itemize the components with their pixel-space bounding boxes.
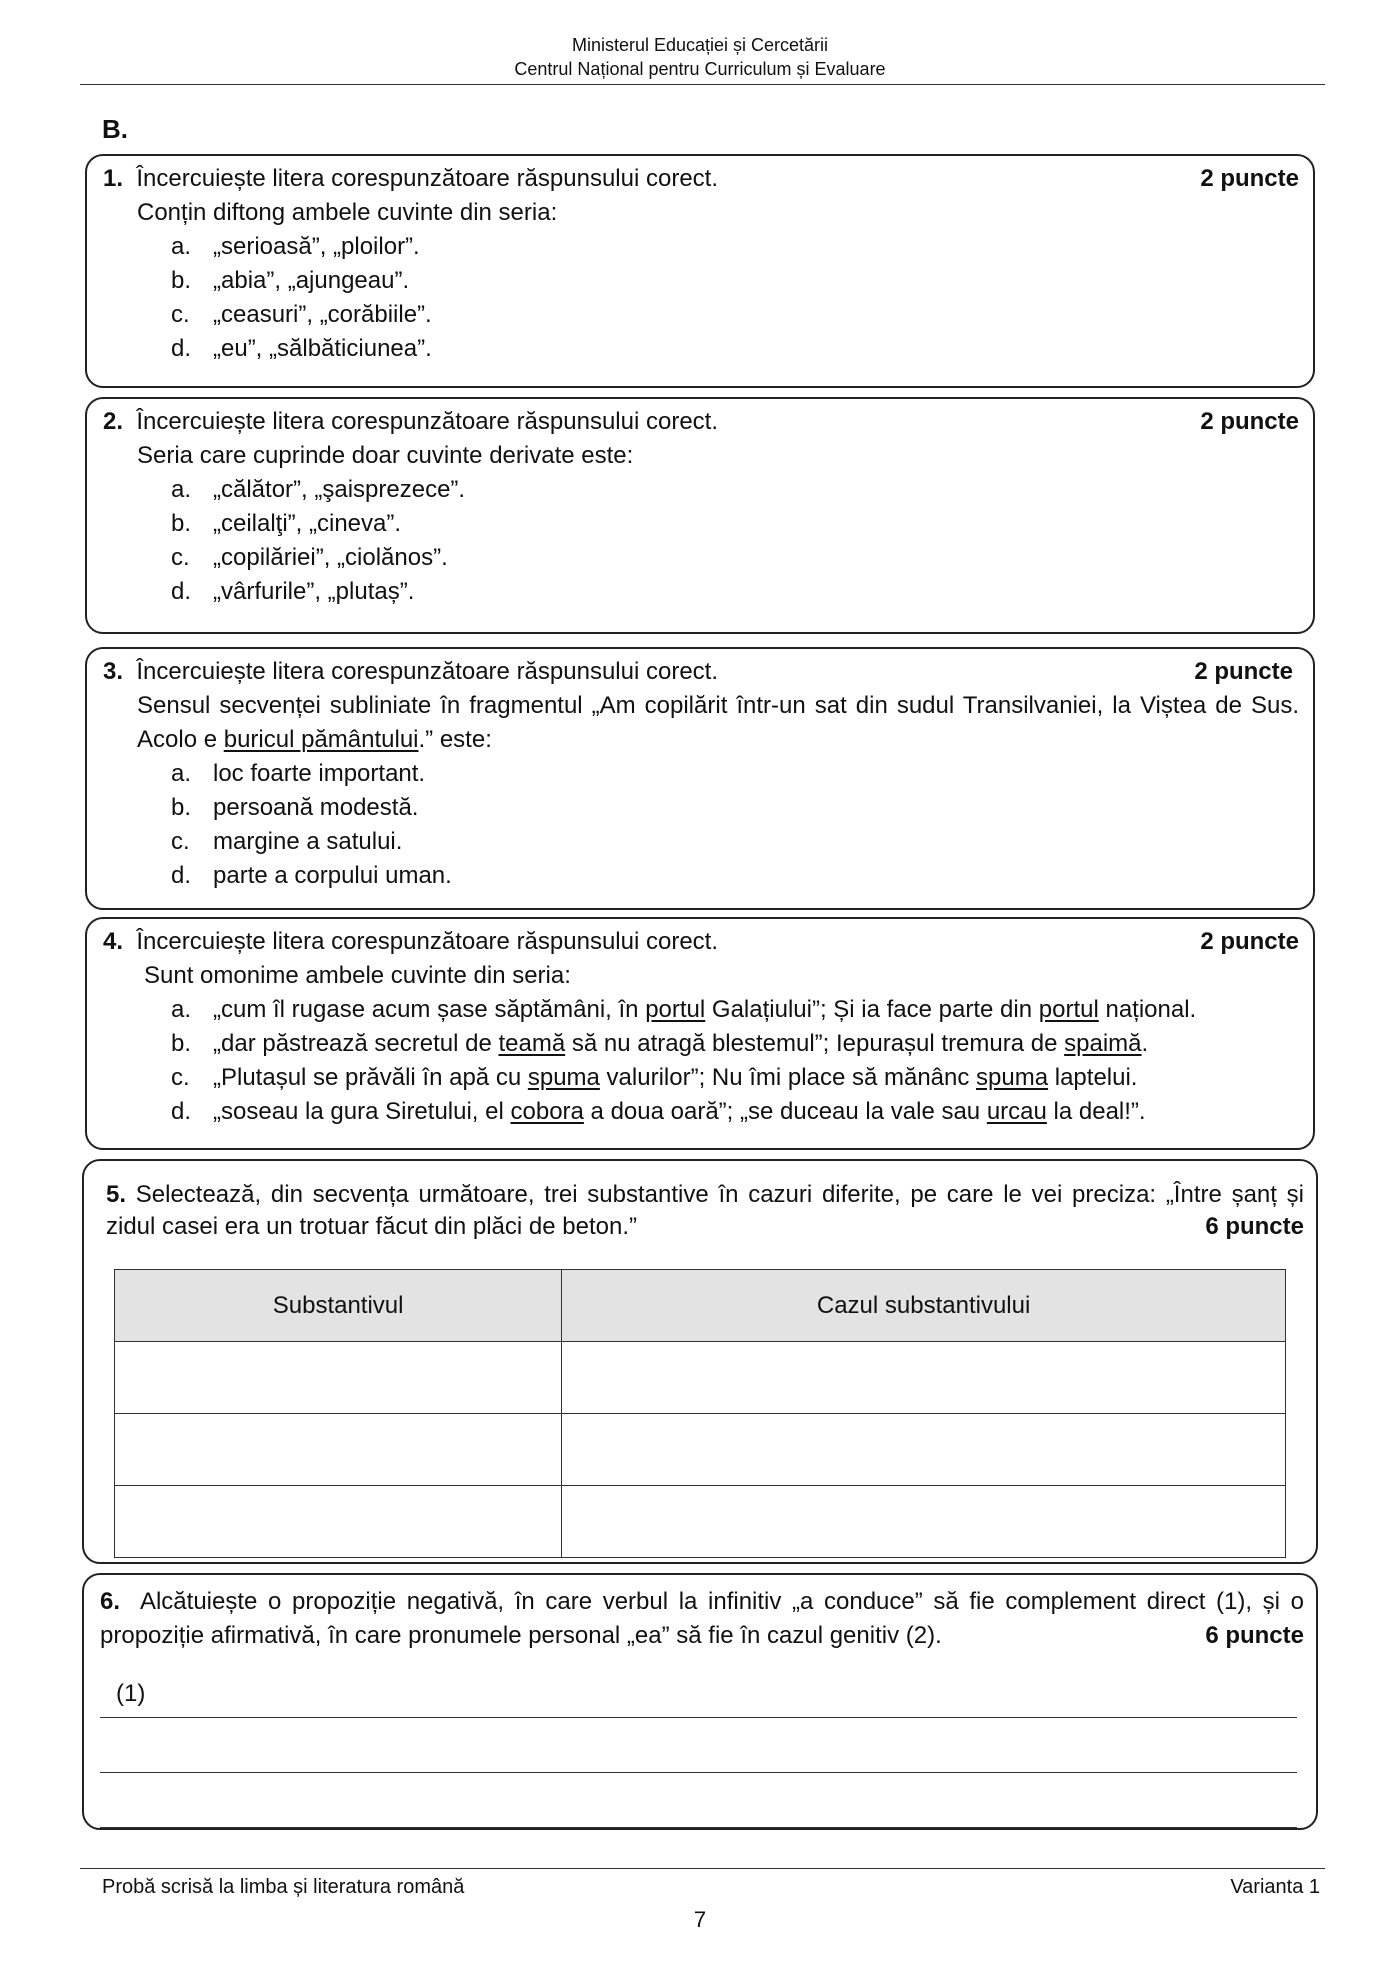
question-instruction: Încercuiește litera corespunzătoare răspunsului corect.	[136, 408, 718, 435]
question-4-box	[85, 917, 1315, 1150]
table-row	[115, 1486, 1286, 1558]
case-answer-cell[interactable]	[562, 1414, 1286, 1486]
option-b[interactable]: b. „ceilalţi”, „cineva”.	[171, 510, 402, 537]
option-c[interactable]: c. „Plutașul se prăvăli în apă cu spuma valurilor”; Nu îmi place să mănânc spuma laptelui.	[171, 1064, 1138, 1091]
question-points: 6 puncte	[1205, 1213, 1304, 1240]
question-1-stem: Conțin diftong ambele cuvinte din seria:	[137, 199, 558, 226]
answer-line-label: (1)	[116, 1680, 146, 1707]
noun-answer-cell[interactable]	[115, 1342, 562, 1414]
option-b[interactable]: b. persoană modestă.	[171, 794, 419, 821]
answer-line[interactable]	[100, 1827, 1297, 1828]
option-a[interactable]: a. loc foarte important.	[171, 760, 426, 787]
underlined-sequence: buricul pământului	[223, 726, 419, 753]
question-points: 6 puncte	[1205, 1622, 1304, 1649]
option-b[interactable]: b. „abia”, „ajungeau”.	[171, 267, 410, 294]
ministry-name: Ministerul Educației și Cercetării	[571, 35, 829, 55]
question-5-text: 5. Selectează, din secvența următoare, trei substantive în cazuri diferite, pe care le vei preciza: „Între șanț și zidul casei era un trotuar făcut din plăci de beton.”	[106, 1181, 1304, 1240]
column-header-noun: Substantivul	[115, 1270, 562, 1342]
option-a[interactable]: a. „serioasă”, „ploilor”.	[171, 233, 420, 260]
column-header-case: Cazul substantivului	[562, 1270, 1286, 1342]
question-1-box	[85, 154, 1315, 388]
option-c[interactable]: c. „ceasuri”, „corăbiile”.	[171, 301, 432, 328]
option-c[interactable]: c. „copilăriei”, „ciolănos”.	[171, 544, 448, 571]
option-d[interactable]: d. „vârfurile”, „plutaș”.	[171, 578, 415, 605]
center-name: Centrul Național pentru Curriculum și Evaluare	[514, 59, 886, 79]
option-a[interactable]: a. „călător”, „şaisprezece”.	[171, 476, 466, 503]
option-c[interactable]: c. margine a satului.	[171, 828, 403, 855]
question-5-box	[82, 1159, 1318, 1564]
question-points: 2 puncte	[1200, 408, 1299, 435]
question-instruction: Încercuiește litera corespunzătoare răspunsului corect.	[136, 928, 718, 955]
question-6-text: 6. Alcătuiește o propoziție negativă, în care verbul la infinitiv „a conduce” să fie complement direct (1), și o propoziție afirmativă, în care pronumele personal „ea” să fie în cazul genitiv (2).	[100, 1588, 1304, 1649]
table-row	[115, 1414, 1286, 1486]
table-header-row	[115, 1270, 1286, 1342]
question-3-header	[103, 655, 1293, 689]
question-6-box	[82, 1573, 1318, 1830]
question-points: 2 puncte	[1200, 165, 1299, 192]
header-divider	[80, 84, 1325, 85]
question-2-stem: Seria care cuprinde doar cuvinte derivate este:	[137, 442, 634, 469]
question-2-header	[103, 405, 1299, 439]
section-label: B.	[102, 114, 128, 144]
question-points: 2 puncte	[1200, 928, 1299, 955]
question-number: 4.	[103, 928, 124, 955]
option-d[interactable]: d. „soseau la gura Siretului, el cobora a doua oară”; „se duceau la vale sau urcau la deal!”.	[171, 1098, 1146, 1125]
document-header	[0, 33, 1400, 81]
option-d[interactable]: d. „eu”, „sălbăticiunea”.	[171, 335, 432, 362]
option-d[interactable]: d. parte a corpului uman.	[171, 862, 452, 889]
question-number: 1.	[103, 165, 124, 192]
option-a[interactable]: a. „cum îl rugase acum șase săptămâni, în portul Galațiului”; Și ia face parte din portul național.	[171, 996, 1197, 1023]
question-number: 2.	[103, 408, 124, 435]
answer-line[interactable]	[100, 1717, 1297, 1718]
question-number: 3.	[103, 658, 124, 685]
question-number: 5.	[106, 1181, 127, 1208]
noun-answer-cell[interactable]	[115, 1486, 562, 1558]
question-4-header	[103, 925, 1299, 959]
answer-line[interactable]	[100, 1772, 1297, 1773]
question-3-box	[85, 647, 1315, 910]
question-2-box	[85, 397, 1315, 634]
question-instruction: Încercuiește litera corespunzătoare răspunsului corect.	[136, 165, 718, 192]
footer-variant: Varianta 1	[1230, 1876, 1320, 1898]
noun-answer-cell[interactable]	[115, 1414, 562, 1486]
question-instruction: Încercuiește litera corespunzătoare răspunsului corect.	[136, 658, 718, 685]
table-row	[115, 1342, 1286, 1414]
footer-divider	[80, 1868, 1325, 1869]
question-points: 2 puncte	[1194, 658, 1293, 685]
page-number: 7	[693, 1907, 707, 1932]
case-answer-cell[interactable]	[562, 1342, 1286, 1414]
question-number: 6.	[100, 1588, 121, 1615]
question-4-stem: Sunt omonime ambele cuvinte din seria:	[144, 962, 571, 989]
nouns-table	[114, 1269, 1286, 1558]
footer-exam-title: Probă scrisă la limba și literatura română	[102, 1876, 465, 1898]
question-1-header	[103, 162, 1299, 196]
option-b[interactable]: b. „dar păstrează secretul de teamă să nu atragă blestemul”; Iepurașul tremura de spaimă.	[171, 1030, 1149, 1057]
case-answer-cell[interactable]	[562, 1486, 1286, 1558]
question-3-stem: Sensul secvenței subliniate în fragmentul „Am copilărit într-un sat din sudul Transilvaniei, la Viștea de Sus. Acolo e buricul pământului.” este:	[137, 692, 1299, 753]
